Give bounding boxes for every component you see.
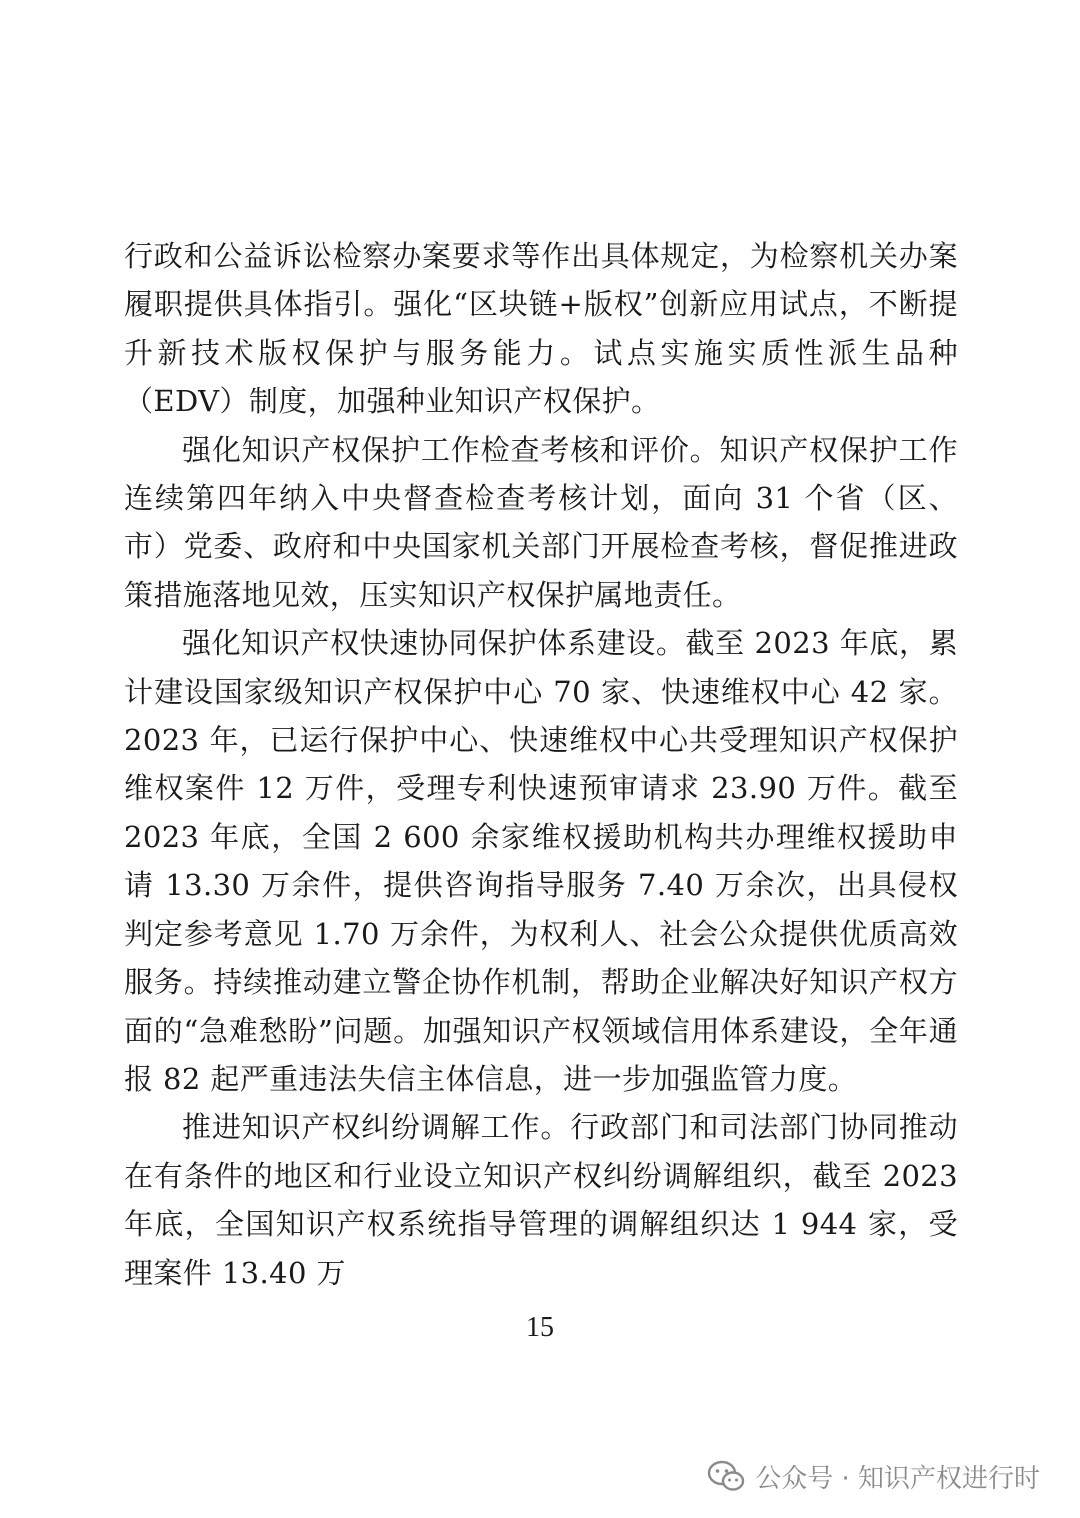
watermark: [707, 1456, 1040, 1496]
paragraph-4: 推进知识产权纠纷调解工作。行政部门和司法部门协同推动在有条件的地区和行业设立知识产权纠纷调解组织，截至 2023 年底，全国知识产权系统指导管理的调解组织达 1 944 家，受理案件 13.40 万: [124, 1110, 958, 1290]
wechat-icon: [707, 1460, 745, 1492]
paragraph-2: 强化知识产权保护工作检查考核和评价。知识产权保护工作连续第四年纳入中央督查检查考核计划，面向 31 个省（区、市）党委、政府和中央国家机关部门开展检查考核，督促推进政策措施落地见效，压实知识产权保护属地责任。: [124, 432, 958, 612]
watermark-text: 公众号 · 知识产权进行时: [755, 1463, 1040, 1494]
paragraph-3: 强化知识产权快速协同保护体系建设。截至 2023 年底，累计建设国家级知识产权保护中心 70 家、快速维权中心 42 家。2023 年，已运行保护中心、快速维权中心共受理知识产权保护维权案件 12 万件，受理专利快速预审请求 23.90 万件。截至 2023 年底，全国 2 600 余家维权援助机构共办理维权援助申请 13.30 万余件，提供咨询指导服务 7.40 万余次，出具侵权判定参考意见 1.70 万余件，为权利人、社会公众提供优质高效服务。持续推动建立警企协作机制，帮助企业解决好知识产权方面的“急难愁盼”问题。加强知识产权领域信用体系建设，全年通报 82 起严重违法失信主体信息，进一步加强监管力度。: [124, 626, 958, 1096]
document-body: [124, 232, 958, 1297]
page-number: 15: [526, 1312, 554, 1343]
paragraph-1: 行政和公益诉讼检察办案要求等作出具体规定，为检察机关办案履职提供具体指引。强化“区块链+版权”创新应用试点，不断提升新技术版权保护与服务能力。试点实施实质性派生品种（EDV）制度，加强种业知识产权保护。: [124, 239, 958, 419]
